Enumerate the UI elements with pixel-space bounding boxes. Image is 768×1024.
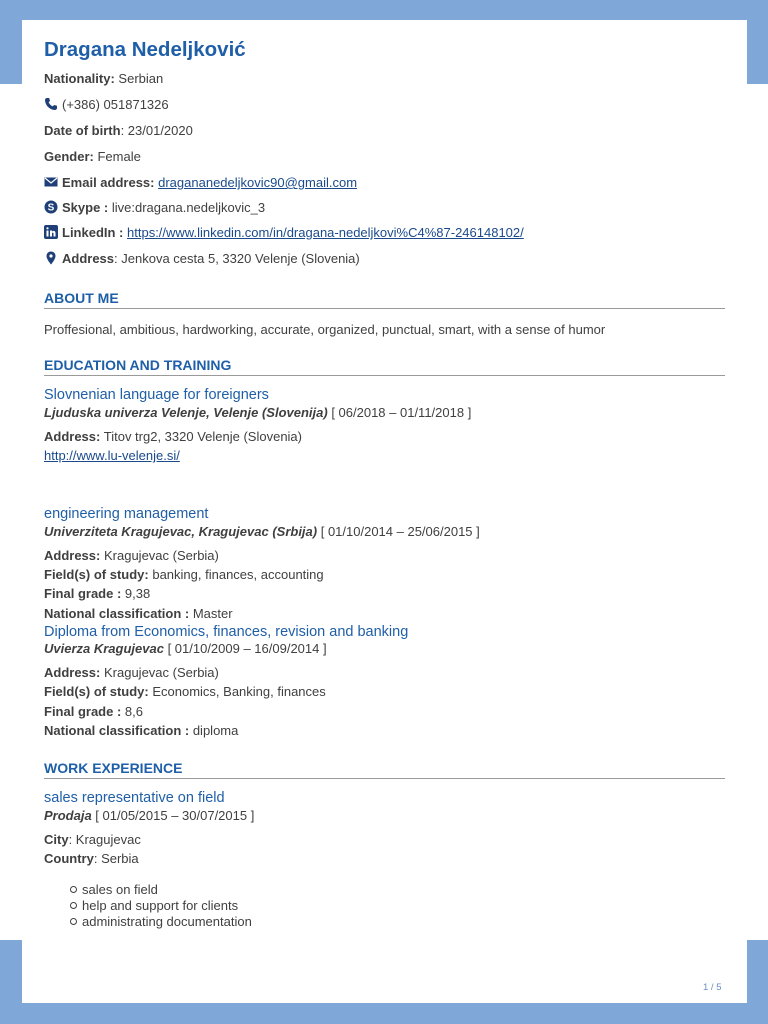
phone-icon: [44, 97, 58, 111]
work-section: [44, 760, 725, 779]
page-number: 1 / 5: [703, 982, 722, 993]
address-value: Titov trg2, 3320 Velenje (Slovenia): [103, 429, 302, 444]
dob-label: Date of birth: [44, 123, 121, 138]
linkedin-label: LinkedIn :: [62, 225, 124, 240]
work-entry-1-city: [44, 832, 141, 848]
cv-page: [22, 20, 747, 1003]
list-item: help and support for clients: [70, 898, 252, 914]
svg-text:S: S: [47, 202, 55, 214]
education-entry-2-dates: [ 01/10/2014 – 25/06/2015 ]: [317, 524, 480, 539]
education-entry-1-address: [44, 429, 302, 445]
education-entry-1-title: Slovnenian language for foreigners: [44, 387, 269, 403]
phone-value: (+386) 051871326: [62, 97, 169, 112]
nationality-label: Nationality:: [44, 71, 115, 86]
city-value: : Kragujevac: [68, 832, 141, 847]
country-value: : Serbia: [93, 851, 139, 866]
address-line: [44, 251, 360, 267]
field-value: banking, finances, accounting: [152, 567, 324, 582]
linkedin-icon: [44, 225, 58, 239]
grade-value: 9,38: [124, 586, 151, 601]
education-entry-3-dates: [ 01/10/2009 – 16/09/2014 ]: [163, 641, 327, 656]
country-label: Country: [44, 851, 94, 866]
linkedin-line: [44, 225, 524, 241]
grade-label: Final grade :: [44, 704, 122, 719]
work-title: WORK EXPERIENCE: [44, 760, 725, 779]
education-title: EDUCATION AND TRAINING: [44, 357, 725, 376]
education-entry-2-title: engineering management: [44, 506, 209, 522]
field-label: Field(s) of study:: [44, 567, 149, 582]
skype-line: [44, 200, 265, 216]
education-entry-1-dates: [ 06/2018 – 01/11/2018 ]: [327, 405, 472, 420]
phone-line: [44, 97, 169, 113]
website-link[interactable]: http://www.lu-velenje.si/: [44, 448, 180, 463]
nationality-line: [44, 71, 163, 87]
field-value: Economics, Banking, finances: [152, 684, 326, 699]
about-text: Proffesional, ambitious, hardworking, accurate, organized, punctual, smart, with a sense of humor: [44, 322, 606, 337]
classification-label: National classification :: [44, 723, 190, 738]
education-entry-2-grade: [44, 586, 150, 602]
work-entry-1-dates: [ 01/05/2015 – 30/07/2015 ]: [91, 808, 255, 823]
linkedin-link[interactable]: https://www.linkedin.com/in/dragana-nedeljkovi%C4%87-246148102/: [127, 225, 524, 240]
skype-value: live:dragana.nedeljkovic_3: [111, 200, 266, 215]
education-entry-3-institution: Uvierza Kragujevac: [44, 641, 164, 656]
envelope-icon: [44, 175, 58, 189]
education-entry-3-grade: [44, 704, 143, 720]
person-name: Dragana Nedeljković: [44, 38, 246, 61]
education-entry-2-classification: [44, 606, 233, 622]
address-value: Kragujevac (Serbia): [103, 548, 219, 563]
dob-line: [44, 123, 193, 139]
dob-value: : 23/01/2020: [120, 123, 193, 138]
email-label: Email address:: [62, 175, 155, 190]
gender-value: Female: [97, 149, 141, 164]
education-entry-1-org: [44, 405, 471, 420]
skype-icon: [44, 200, 58, 214]
education-entry-2-institution: Univerziteta Kragujevac, Kragujevac (Srbija): [44, 524, 318, 539]
about-title: ABOUT ME: [44, 290, 725, 309]
education-entry-3-org: [44, 641, 327, 656]
education-entry-3-title: Diploma from Economics, finances, revision and banking: [44, 624, 409, 640]
address-label: Address: [62, 251, 115, 266]
work-entry-1-duties: [70, 882, 252, 930]
work-entry-1-title: sales representative on field: [44, 790, 225, 806]
list-item: sales on field: [70, 882, 252, 898]
education-section: [44, 357, 725, 376]
education-entry-1-institution: Ljuduska univerza Velenje, Velenje (Slovenija): [44, 405, 328, 420]
address-label: Address:: [44, 665, 101, 680]
work-entry-1-org: [44, 808, 254, 823]
education-entry-3-field: [44, 684, 326, 700]
education-entry-1-website: [44, 448, 180, 464]
address-label: Address:: [44, 548, 101, 563]
classification-value: diploma: [192, 723, 239, 738]
education-entry-2-org: [44, 524, 480, 539]
gender-label: Gender:: [44, 149, 94, 164]
work-entry-1-country: [44, 851, 139, 867]
address-value: : Jenkova cesta 5, 3320 Velenje (Slovenia): [114, 251, 360, 266]
field-label: Field(s) of study:: [44, 684, 149, 699]
education-entry-3-address: [44, 665, 219, 681]
education-entry-2-address: [44, 548, 219, 564]
location-pin-icon: [44, 251, 58, 265]
skype-label: Skype :: [62, 200, 109, 215]
education-entry-2-field: [44, 567, 324, 583]
email-link[interactable]: dragananedeljkovic90@gmail.com: [158, 175, 358, 190]
city-label: City: [44, 832, 69, 847]
grade-value: 8,6: [124, 704, 143, 719]
address-label: Address:: [44, 429, 101, 444]
gender-line: [44, 149, 141, 165]
about-section: [44, 290, 725, 309]
education-entry-3-classification: [44, 723, 238, 739]
classification-label: National classification :: [44, 606, 190, 621]
list-item: administrating documentation: [70, 914, 252, 930]
address-value: Kragujevac (Serbia): [103, 665, 219, 680]
nationality-value: Serbian: [118, 71, 164, 86]
grade-label: Final grade :: [44, 586, 122, 601]
work-entry-1-employer: Prodaja: [44, 808, 92, 823]
classification-value: Master: [192, 606, 233, 621]
email-line: [44, 175, 357, 191]
